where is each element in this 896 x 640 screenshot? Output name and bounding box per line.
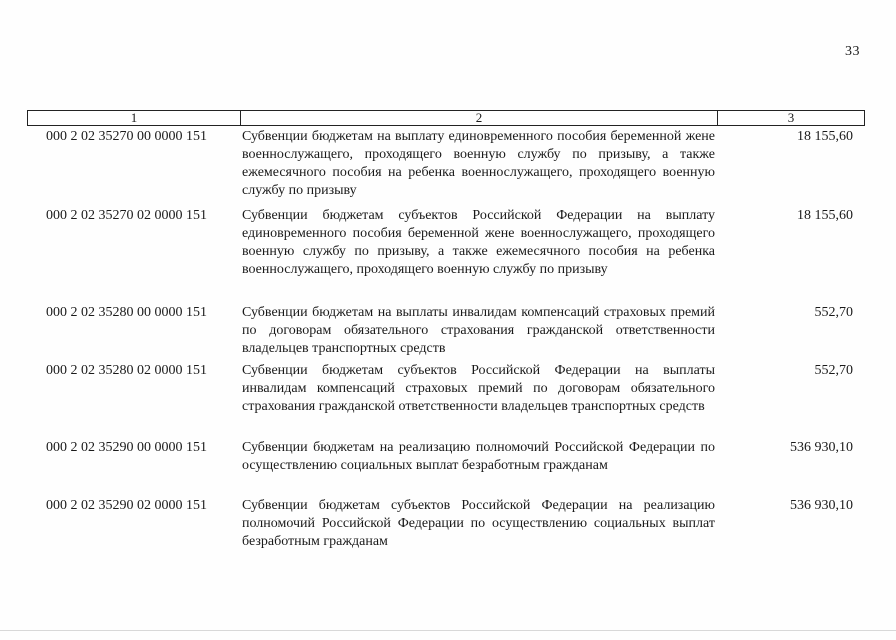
- column-header-1: 1: [28, 111, 241, 125]
- table-header: [27, 110, 865, 126]
- budget-code: 000 2 02 35270 02 0000 151: [46, 208, 207, 223]
- row-amount: 536 930,10: [790, 498, 853, 513]
- row-amount: 552,70: [814, 363, 853, 378]
- budget-code: 000 2 02 35270 00 0000 151: [46, 129, 207, 144]
- budget-code: 000 2 02 35280 00 0000 151: [46, 305, 207, 320]
- row-description: Субвенции бюджетам на выплату единовременного пособия беременной жене военнослужащего, проходящего военную службу по призыву, а также ежемесячного пособия на ребенка военнослужащего, проходящего военную службу по призыву: [242, 129, 715, 198]
- row-description: Субвенции бюджетам субъектов Российской Федерации на выплаты инвалидам компенсаций страховых премий по договорам обязательного страхования гражданской ответственности владельцев транспортных средств: [242, 363, 715, 414]
- page-number: 33: [845, 44, 860, 59]
- row-description: Субвенции бюджетам на выплаты инвалидам компенсаций страховых премий по договорам обязательного страхования гражданской ответственности владельцев транспортных средств: [242, 305, 715, 356]
- row-description: Субвенции бюджетам на реализацию полномочий Российской Федерации по осуществлению социальных выплат безработным гражданам: [242, 440, 715, 473]
- column-header-3: 3: [787, 110, 795, 125]
- budget-code: 000 2 02 35290 00 0000 151: [46, 440, 207, 455]
- row-amount: 536 930,10: [790, 440, 853, 455]
- budget-code: 000 2 02 35290 02 0000 151: [46, 498, 207, 513]
- page-edge-divider: [0, 630, 896, 631]
- row-amount: 18 155,60: [797, 129, 853, 144]
- row-description: Субвенции бюджетам субъектов Российской Федерации на выплату единовременного пособия беременной жене военнослужащего, проходящего военную службу по призыву, а также ежемесячного пособия на ребенка военнослужащего, проходящего военную службу по призыву: [242, 208, 715, 277]
- row-description: Субвенции бюджетам субъектов Российской Федерации на реализацию полномочий Российской Федерации по осуществлению социальных выплат безработным гражданам: [242, 498, 715, 549]
- budget-code: 000 2 02 35280 02 0000 151: [46, 363, 207, 378]
- column-header-2: 2: [241, 111, 718, 125]
- row-amount: 552,70: [814, 305, 853, 320]
- row-amount: 18 155,60: [797, 208, 853, 223]
